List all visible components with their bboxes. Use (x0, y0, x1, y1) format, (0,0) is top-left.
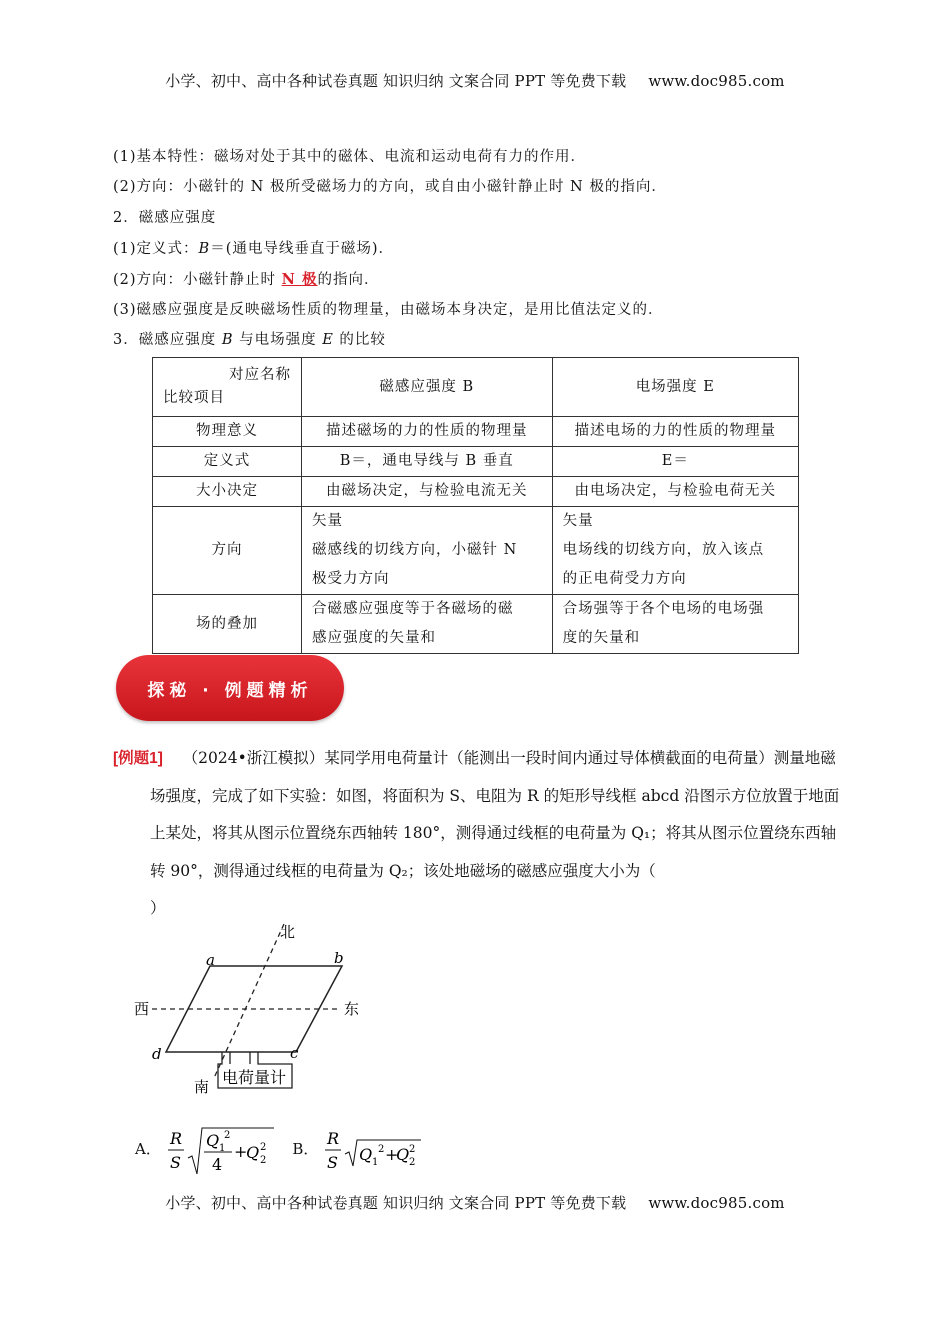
line-7-a: 3．磁感应强度 (113, 332, 222, 348)
north-south-axis (214, 924, 284, 1078)
line-4-b: B (198, 241, 211, 257)
cell-b-line: 合磁感应强度等于各磁场的磁 (312, 601, 514, 617)
label-east: 东 (344, 1000, 360, 1018)
line-7 (113, 328, 386, 349)
formula-s: S (169, 1153, 181, 1172)
col-header-b: 磁感应强度 B (302, 358, 553, 417)
option-a-formula[interactable] (166, 1122, 276, 1178)
table-row (153, 417, 799, 447)
footer-site[interactable]: www.doc985.com (648, 1194, 785, 1212)
formula-sup2: 2 (259, 1142, 266, 1153)
formula-sup2: 2 (409, 1144, 416, 1155)
cell-e-line: 电场线的切线方向，放入该点 (562, 542, 765, 558)
label-north: 北 (280, 923, 296, 941)
n-pole-highlight: N 极 (281, 271, 318, 288)
corner-top: 对应名称 (229, 367, 291, 383)
formula-sub1: 1 (218, 1143, 225, 1154)
formula-r: R (169, 1129, 182, 1148)
cell-e: E＝ (552, 447, 798, 477)
formula-s: S (327, 1153, 339, 1172)
cell-e-line: 度的矢量和 (562, 630, 641, 646)
line-4-a: (1)定义式： (113, 241, 199, 257)
line-7-d: E (322, 332, 334, 348)
line-5 (113, 268, 379, 289)
cell-b: B＝，通电导线与 B 垂直 (302, 447, 553, 477)
cell-b: 描述磁场的力的性质的物理量 (302, 417, 553, 447)
label-b: b (334, 949, 344, 967)
row-item: 方向 (153, 507, 302, 595)
header-site[interactable]: www.doc985.com (648, 72, 785, 90)
row-item: 物理意义 (153, 417, 302, 447)
label-west: 西 (134, 1000, 150, 1018)
example-tag: [例题1] (113, 750, 163, 767)
row-item: 定义式 (153, 447, 302, 477)
formula-sup2: 2 (223, 1130, 230, 1141)
formula-sub2: 2 (259, 1155, 266, 1166)
formula-sub2: 2 (409, 1157, 416, 1168)
cell-e: 由电场决定，与检验电荷无关 (552, 477, 798, 507)
cell-b (302, 507, 553, 595)
formula-q2: Q (396, 1145, 410, 1164)
line-7-e: 的比较 (333, 332, 386, 348)
line-6: (3)磁感应强度是反映磁场性质的物理量，由磁场本身决定，是用比值法定义的． (113, 302, 664, 318)
cell-e (552, 595, 798, 654)
formula-four: 4 (211, 1155, 222, 1174)
coil-diagram (130, 918, 390, 1098)
example-paragraph (113, 740, 843, 928)
example-problem (113, 740, 843, 928)
label-d: d (152, 1045, 162, 1063)
label-south: 南 (194, 1078, 210, 1096)
comparison-table (152, 357, 799, 654)
table-row (153, 477, 799, 507)
line-2: (2)方向：小磁针的 N 极所受磁场力的方向，或自由小磁针静止时 N 极的指向． (113, 179, 667, 195)
line-4-c: ＝(通电导线垂直于磁场)． (210, 241, 395, 257)
formula-sup2: 2 (378, 1144, 385, 1155)
table-row (153, 507, 799, 595)
section-badge: 探秘 · 例题精析 (116, 655, 344, 721)
page-header (0, 70, 950, 91)
table-corner-header (153, 358, 302, 417)
formula-r: R (327, 1129, 340, 1148)
line-7-c: 与电场强度 (233, 332, 323, 348)
label-a: a (206, 951, 215, 969)
cell-e-line: 矢量 (562, 513, 594, 529)
cell-b-line: 极受力方向 (312, 571, 390, 587)
cell-b (302, 595, 553, 654)
formula-sub1: 1 (372, 1157, 379, 1168)
line-7-b: B (221, 332, 234, 348)
cell-b-line: 感应强度的矢量和 (312, 630, 436, 646)
footer-text: 小学、初中、高中各种试卷真题 知识归纳 文案合同 PPT 等免费下载 (165, 1194, 627, 1212)
example-text-end: ） (150, 899, 166, 917)
example-text: （2024•浙江模拟）某同学用电荷量计（能测出一段时间内通过导体横截面的电荷量）测量地磁场强度，完成了如下实验：如图，将面积为 S、电阻为 R 的矩形导线框 abcd 沿图示方位放置于地面上某处，将其从图示位置绕东西轴转 180°，测得通过线框的电荷量为 Q₁；将其从图示位置绕东西轴转 90°，测得通过线框的电荷量为 Q₂；该处地磁场的磁感应强度大小为（ (150, 749, 840, 880)
line-5-a: (2)方向：小磁针静止时 (113, 272, 282, 288)
formula-q1: Q (205, 1131, 219, 1150)
table-row (153, 447, 799, 477)
formula-plus: + (385, 1145, 399, 1164)
page-footer (0, 1192, 950, 1213)
row-item: 场的叠加 (153, 595, 302, 654)
cell-b-line: 矢量 (312, 513, 343, 529)
row-item: 大小决定 (153, 477, 302, 507)
corner-bottom: 比较项目 (163, 390, 225, 406)
header-text: 小学、初中、高中各种试卷真题 知识归纳 文案合同 PPT 等免费下载 (165, 72, 627, 90)
table-row (153, 595, 799, 654)
line-5-c: 的指向． (317, 272, 380, 288)
formula-plus: + (233, 1142, 248, 1161)
line-4 (113, 237, 394, 258)
cell-e (552, 507, 798, 595)
label-c: c (290, 1044, 299, 1062)
cell-b-line: 磁感线的切线方向，小磁针 N (312, 542, 518, 558)
formula-q1: Q (359, 1145, 373, 1164)
option-a-label[interactable]: A． (135, 1140, 161, 1158)
label-meter: 电荷量计 (222, 1068, 287, 1087)
cell-b: 由磁场决定，与检验电流无关 (302, 477, 553, 507)
line-1: (1)基本特性：磁场对处于其中的磁体、电流和运动电荷有力的作用． (113, 149, 587, 165)
option-b-label[interactable]: B． (292, 1140, 319, 1158)
cell-e-line: 的正电荷受力方向 (562, 571, 687, 587)
line-3: 2．磁感应强度 (113, 210, 217, 226)
formula-q2: Q (245, 1143, 259, 1162)
col-header-e: 电场强度 E (552, 358, 798, 417)
answer-options (135, 1122, 423, 1178)
option-b-formula[interactable] (323, 1122, 423, 1178)
cell-e-line: 合场强等于各个电场的电场强 (562, 601, 765, 617)
cell-e: 描述电场的力的性质的物理量 (552, 417, 798, 447)
